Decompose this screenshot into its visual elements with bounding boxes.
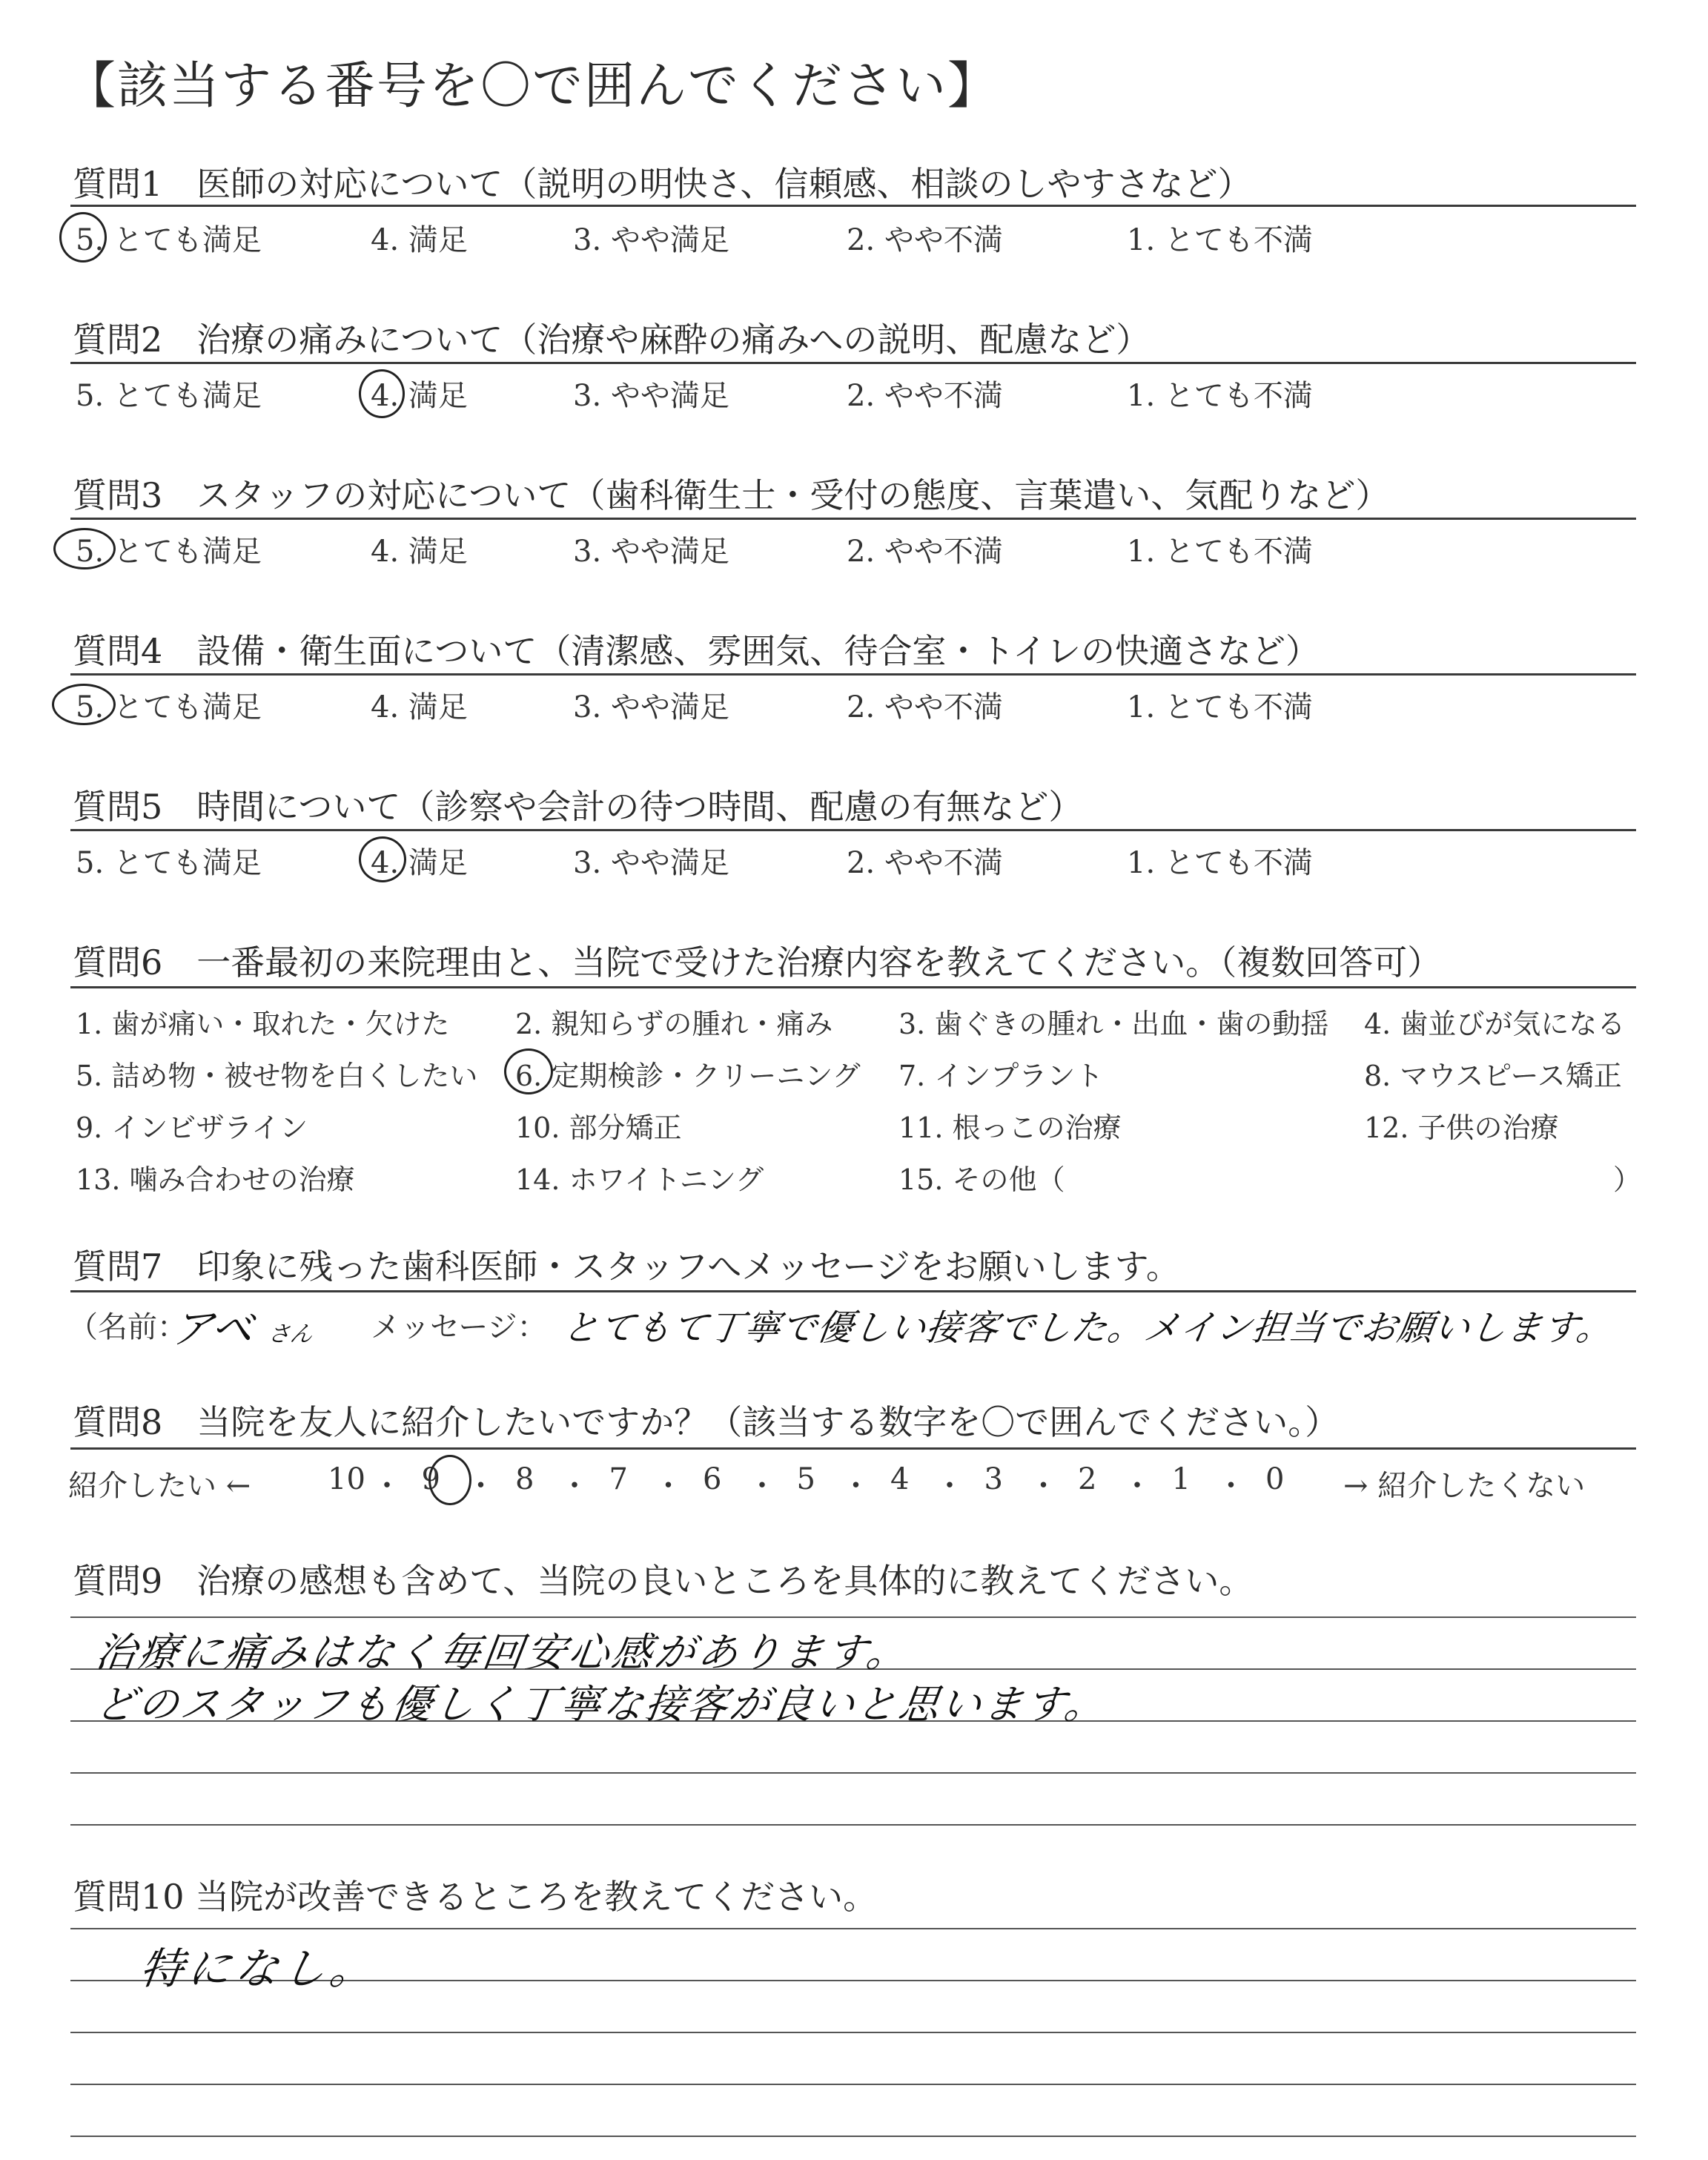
q8-scale-separator: ・ <box>653 1469 683 1503</box>
q3-rule <box>70 518 1636 520</box>
q2-option-4[interactable]: 4. 満足 <box>371 379 468 413</box>
q1-option-4[interactable]: 4. 満足 <box>371 223 468 257</box>
q7-message-value[interactable]: とてもて丁寧で優しい接客でした。メイン担当でお願いします。 <box>560 1307 1616 1349</box>
q9-answer-line-1[interactable]: 治療に痛みはなく毎回安心感があります。 <box>93 1629 913 1676</box>
q8-scale-separator: ・ <box>466 1469 496 1503</box>
q3-option-4[interactable]: 4. 満足 <box>371 535 468 569</box>
q8-scale-4[interactable]: 4 <box>890 1462 910 1496</box>
q10-line-1 <box>70 1928 1636 1929</box>
q6-option-14[interactable]: 14. ホワイトニング <box>515 1163 764 1196</box>
q4-option-2[interactable]: 2. やや不満 <box>847 690 1003 724</box>
q6-option-7[interactable]: 7. インプラント <box>898 1060 1104 1092</box>
q3-title: 質問3 スタッフの対応について（歯科衛生士・受付の態度、言葉遣い、気配りなど） <box>73 475 1390 515</box>
q5-option-5[interactable]: 5. とても満足 <box>76 846 262 880</box>
q8-scale-separator: ・ <box>935 1469 964 1503</box>
q10-line-3 <box>70 2032 1636 2033</box>
q9-title: 質問9 治療の感想も含めて、当院の良いところを具体的に教えてください。 <box>73 1561 1254 1601</box>
q2-rule <box>70 362 1636 364</box>
q8-scale-separator: ・ <box>560 1469 589 1503</box>
q8-rule <box>70 1447 1636 1450</box>
q2-option-5[interactable]: 5. とても満足 <box>76 379 262 413</box>
q1-selection-circle <box>59 212 107 262</box>
q6-option-2[interactable]: 2. 親知らずの腫れ・痛み <box>515 1008 833 1040</box>
q1-option-2[interactable]: 2. やや不満 <box>847 223 1003 257</box>
q6-option-6[interactable]: 6. 定期検診・クリーニング <box>515 1060 861 1092</box>
q2-option-1[interactable]: 1. とても不満 <box>1127 379 1313 413</box>
q8-scale-separator: ・ <box>841 1469 871 1503</box>
q9-line-4 <box>70 1772 1636 1774</box>
q6-title: 質問6 一番最初の来院理由と、当院で受けた治療内容を教えてください。（複数回答可） <box>73 942 1442 982</box>
q5-title: 質問5 時間について（診察や会計の待つ時間、配慮の有無など） <box>73 787 1083 827</box>
q8-scale-9[interactable]: 9 <box>421 1462 440 1496</box>
q8-scale-0[interactable]: 0 <box>1265 1462 1285 1496</box>
q7-name-label: （名前： <box>68 1310 187 1344</box>
q8-scale-1[interactable]: 1 <box>1171 1462 1191 1496</box>
q6-option-1[interactable]: 1. 歯が痛い・取れた・欠けた <box>76 1008 450 1040</box>
q6-selection-circle <box>504 1048 553 1094</box>
q10-answer-line-1[interactable]: 特になし。 <box>136 1943 382 1994</box>
q2-option-3[interactable]: 3. やや満足 <box>573 379 729 413</box>
q2-title: 質問2 治療の痛みについて（治療や麻酔の痛みへの説明、配慮など） <box>73 320 1151 360</box>
q6-option-13[interactable]: 13. 噛み合わせの治療 <box>76 1163 355 1196</box>
q1-title: 質問1 医師の対応について（説明の明快さ、信頼感、相談のしやすさなど） <box>73 164 1252 204</box>
q1-option-5[interactable]: 5. とても満足 <box>76 223 262 257</box>
q6-option-15[interactable]: 15. その他（ <box>898 1163 1065 1196</box>
q1-option-3[interactable]: 3. やや満足 <box>573 223 729 257</box>
q6-option-5[interactable]: 5. 詰め物・被せ物を白くしたい <box>76 1060 478 1092</box>
q6-option-15-close: ） <box>1613 1163 1642 1196</box>
q8-scale-6[interactable]: 6 <box>703 1462 722 1496</box>
q8-left-label: 紹介したい ← <box>68 1469 251 1503</box>
q2-selection-circle <box>359 369 405 418</box>
q6-option-3[interactable]: 3. 歯ぐきの腫れ・出血・歯の動揺 <box>898 1008 1329 1040</box>
q8-scale-7[interactable]: 7 <box>609 1462 628 1496</box>
q8-scale-3[interactable]: 3 <box>984 1462 1003 1496</box>
q2-option-2[interactable]: 2. やや不満 <box>847 379 1003 413</box>
q9-line-1 <box>70 1616 1636 1618</box>
q3-option-3[interactable]: 3. やや満足 <box>573 535 729 569</box>
q9-answer-line-2[interactable]: どのスタッフも優しく丁寧な接客が良いと思います。 <box>93 1681 1110 1728</box>
q4-option-4[interactable]: 4. 満足 <box>371 690 468 724</box>
q6-option-12[interactable]: 12. 子供の治療 <box>1364 1112 1559 1144</box>
q10-line-4 <box>70 2084 1636 2085</box>
q5-option-4[interactable]: 4. 満足 <box>371 846 468 880</box>
q8-selection-circle <box>428 1455 471 1505</box>
q5-option-3[interactable]: 3. やや満足 <box>573 846 729 880</box>
q8-scale-separator: ・ <box>1122 1469 1152 1503</box>
q9-line-5 <box>70 1824 1636 1826</box>
q8-scale-separator: ・ <box>1216 1469 1246 1503</box>
q7-title: 質問7 印象に残った歯科医師・スタッフへメッセージをお願いします。 <box>73 1246 1180 1287</box>
q6-option-9[interactable]: 9. インビザライン <box>76 1112 308 1144</box>
q4-option-5[interactable]: 5. とても満足 <box>76 690 262 724</box>
q7-name-suffix: さん <box>266 1321 314 1347</box>
q6-option-11[interactable]: 11. 根っこの治療 <box>898 1112 1122 1144</box>
q7-name-value[interactable]: アベ <box>168 1305 256 1353</box>
q5-option-1[interactable]: 1. とても不満 <box>1127 846 1313 880</box>
q4-option-1[interactable]: 1. とても不満 <box>1127 690 1313 724</box>
q1-option-1[interactable]: 1. とても不満 <box>1127 223 1313 257</box>
q5-rule <box>70 829 1636 831</box>
q1-rule <box>70 205 1636 207</box>
q8-scale-8[interactable]: 8 <box>515 1462 534 1496</box>
q6-option-10[interactable]: 10. 部分矯正 <box>515 1112 682 1144</box>
q4-title: 質問4 設備・衛生面について（清潔感、雰囲気、待合室・トイレの快適さなど） <box>73 631 1320 671</box>
q6-option-4[interactable]: 4. 歯並びが気になる <box>1364 1008 1626 1040</box>
q4-option-3[interactable]: 3. やや満足 <box>573 690 729 724</box>
q7-rule <box>70 1290 1636 1292</box>
q8-scale-5[interactable]: 5 <box>796 1462 815 1496</box>
q4-rule <box>70 673 1636 676</box>
page-title: 【該当する番号を〇で囲んでください】 <box>65 57 1000 116</box>
q8-scale-separator: ・ <box>1028 1469 1059 1503</box>
q4-selection-circle <box>52 684 116 725</box>
q8-scale-separator: ・ <box>747 1469 777 1503</box>
q3-selection-circle <box>53 528 116 569</box>
q8-title: 質問8 当院を友人に紹介したいですか？（該当する数字を〇で囲んでください。） <box>73 1402 1340 1442</box>
q5-selection-circle <box>359 836 406 882</box>
q5-option-2[interactable]: 2. やや不満 <box>847 846 1003 880</box>
q8-scale-2[interactable]: 2 <box>1078 1462 1097 1496</box>
q7-message-label: メッセージ： <box>371 1310 547 1344</box>
q3-option-1[interactable]: 1. とても不満 <box>1127 535 1313 569</box>
q10-title: 質問10 当院が改善できるところを教えてください。 <box>73 1877 878 1917</box>
q8-right-label: → 紹介したくない <box>1343 1469 1586 1503</box>
q3-option-5[interactable]: 5. とても満足 <box>76 535 262 569</box>
q8-scale-10[interactable]: 10 <box>328 1462 365 1496</box>
q6-option-8[interactable]: 8. マウスピース矯正 <box>1364 1060 1622 1092</box>
q8-scale-separator: ・ <box>372 1469 402 1503</box>
q6-rule <box>70 986 1636 988</box>
q10-line-5 <box>70 2136 1636 2137</box>
q3-option-2[interactable]: 2. やや不満 <box>847 535 1003 569</box>
